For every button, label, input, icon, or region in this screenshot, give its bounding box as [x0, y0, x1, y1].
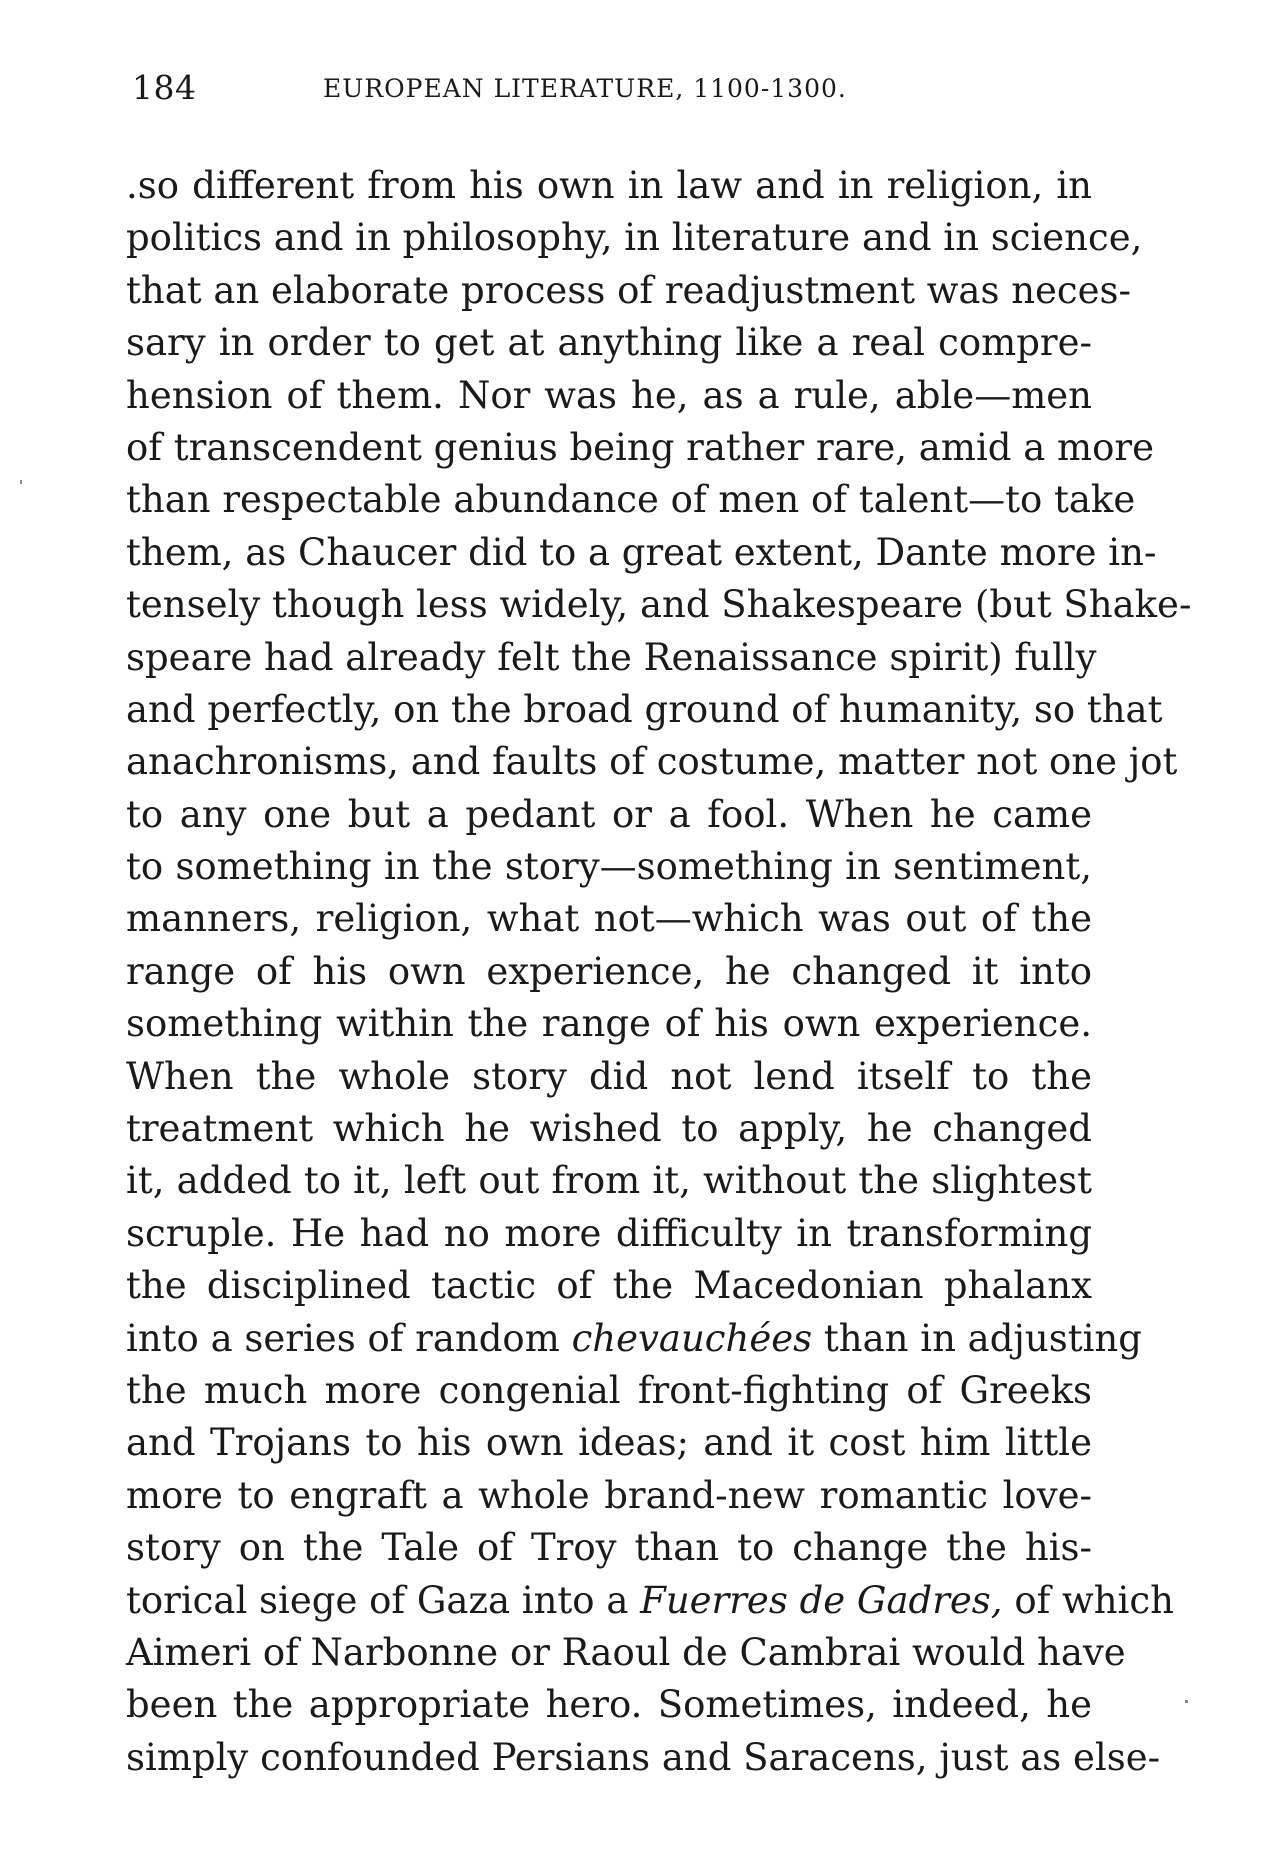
text-line — [126, 1260, 1092, 1312]
text-run: to any one but a pedant or a fool. When he came — [126, 792, 1092, 836]
text-run: treatment which he wished to apply, he changed — [126, 1107, 1092, 1151]
text-line — [126, 212, 1143, 264]
text-line — [126, 1522, 1092, 1574]
text-run: simply confounded Persians and Saracens, just as else- — [126, 1735, 1161, 1779]
print-speck — [1185, 1700, 1188, 1703]
text-line — [126, 1627, 1126, 1679]
text-run: into a series of random — [126, 1316, 572, 1360]
text-run: the much more congenial front-fighting of Greeks — [126, 1368, 1092, 1412]
text-run: tensely though less widely, and Shakespeare (but Shake- — [126, 583, 1192, 627]
text-line — [126, 1470, 1092, 1522]
text-run: manners, religion, what not—which was out of the — [126, 897, 1092, 941]
text-run: to something in the story—something in sentiment, — [126, 845, 1092, 889]
text-run: story on the Tale of Troy than to change the his- — [126, 1526, 1092, 1570]
text-line — [126, 265, 1132, 317]
text-run: politics and in philosophy, in literature and in science, — [126, 216, 1143, 260]
text-run: anachronisms, and faults of costume, matter not one jot — [126, 740, 1178, 784]
body-text — [126, 160, 1192, 1784]
text-run: it, added to it, left out from it, without the slightest — [126, 1159, 1092, 1203]
text-line — [126, 1051, 1092, 1103]
text-run: torical siege of Gaza into a — [126, 1578, 641, 1622]
text-line — [126, 1732, 1161, 1784]
text-run: than respectable abundance of men of talent—to take — [126, 478, 1136, 522]
text-run: them, as Chaucer did to a great extent, Dante more in- — [126, 530, 1157, 574]
text-run: When the whole story did not lend itself to the — [126, 1054, 1092, 1098]
text-run: and Trojans to his own ideas; and it cost him little — [126, 1421, 1092, 1465]
text-line — [126, 1575, 1174, 1627]
text-line — [126, 1417, 1092, 1469]
text-run: of which — [1002, 1578, 1174, 1622]
text-line — [126, 632, 1097, 684]
text-run: sary in order to get at anything like a real compre- — [126, 321, 1092, 365]
text-line — [126, 841, 1092, 893]
text-line — [126, 789, 1092, 841]
text-run: been the appropriate hero. Sometimes, indeed, he — [126, 1683, 1092, 1727]
text-line — [126, 1679, 1092, 1731]
text-line — [126, 893, 1092, 945]
running-head — [128, 68, 1128, 112]
italic-phrase: chevauchées — [571, 1316, 813, 1360]
text-run: Aimeri of Narbonne or Raoul de Cambrai would have — [126, 1630, 1126, 1674]
text-line — [126, 370, 1092, 422]
italic-phrase: Fuerres de Gadres, — [640, 1578, 1003, 1622]
text-run: .so different from his own in law and in religion, in — [126, 164, 1092, 207]
text-line — [126, 1155, 1092, 1207]
text-run: that an elaborate process of readjustment was neces- — [126, 268, 1132, 312]
text-line — [126, 946, 1092, 998]
text-run: hension of them. Nor was he, as a rule, able—men — [126, 373, 1092, 417]
text-line — [126, 736, 1178, 788]
text-run: the disciplined tactic of the Macedonian phalanx — [126, 1264, 1092, 1308]
text-run: something within the range of his own experience. — [126, 1002, 1092, 1046]
text-run: more to engraft a whole brand-new romantic love- — [126, 1473, 1092, 1517]
text-line — [126, 579, 1192, 631]
text-run: scruple. He had no more difficulty in transforming — [126, 1211, 1092, 1255]
text-line — [126, 1103, 1092, 1155]
text-run: than in adjusting — [812, 1316, 1142, 1360]
text-line — [126, 1208, 1092, 1260]
text-line — [126, 1313, 1142, 1365]
text-line — [126, 474, 1136, 526]
text-line — [126, 684, 1163, 736]
text-line — [126, 998, 1092, 1050]
text-run: of transcendent genius being rather rare, amid a more — [126, 425, 1154, 469]
text-run: range of his own experience, he changed it into — [126, 949, 1092, 993]
text-line — [126, 527, 1157, 579]
text-line — [126, 160, 1092, 212]
running-title: EUROPEAN LITERATURE, 1100-1300. — [323, 74, 847, 103]
text-run: and perfectly, on the broad ground of humanity, so that — [126, 687, 1163, 731]
text-run: speare had already felt the Renaissance spirit) fully — [126, 635, 1097, 679]
page-number: 184 — [132, 68, 197, 107]
text-line — [126, 422, 1154, 474]
print-speck — [20, 480, 22, 484]
text-line — [126, 1365, 1092, 1417]
text-line — [126, 317, 1092, 369]
